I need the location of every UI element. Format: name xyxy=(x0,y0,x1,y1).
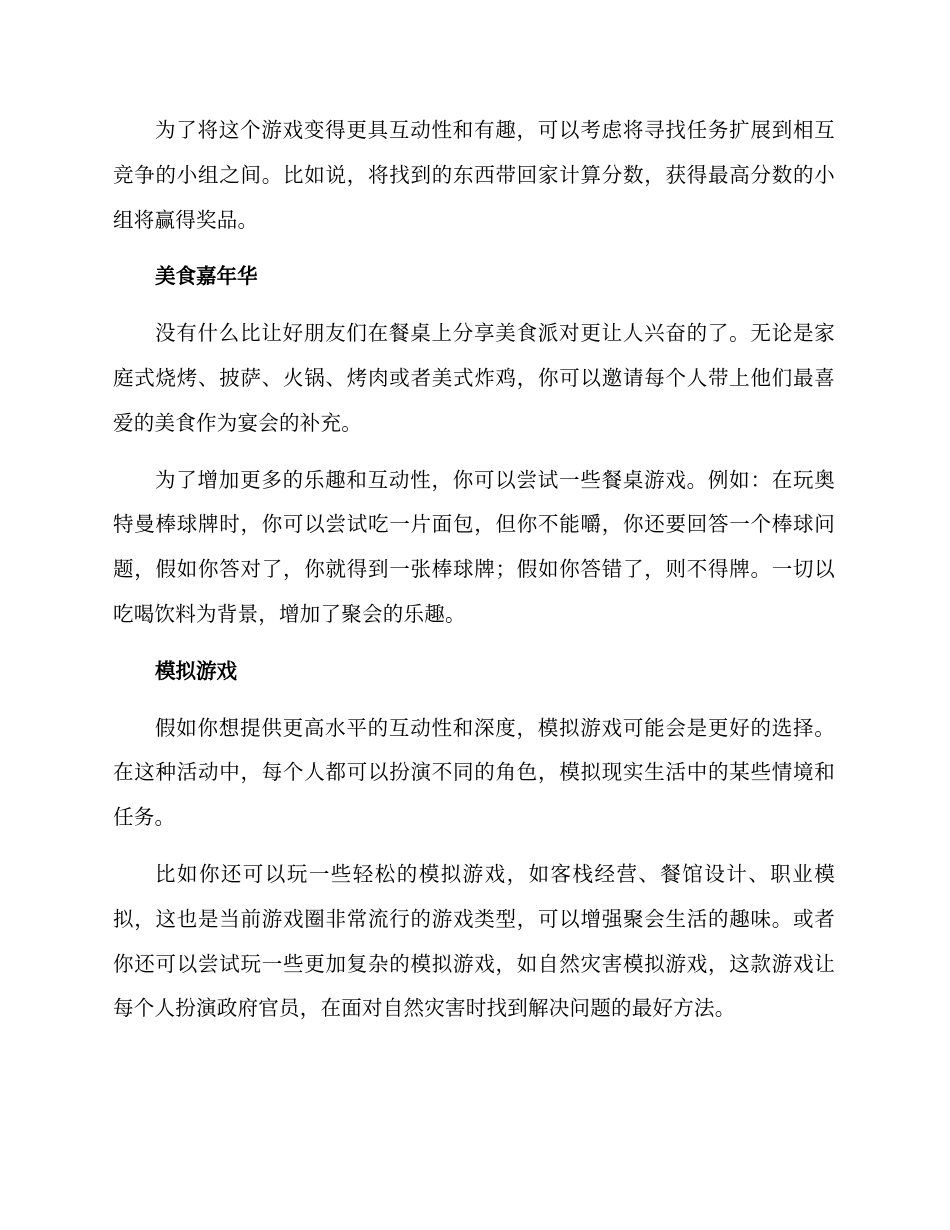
paragraph-simulation-depth: 假如你想提供更高水平的互动性和深度，模拟游戏可能会是更好的选择。在这种活动中，每个人都可以扮演不同的角色，模拟现实生活中的某些情境和任务。 xyxy=(113,715,835,830)
spacer xyxy=(113,637,835,649)
spacer xyxy=(113,299,835,311)
paragraph-group-competition: 为了将这个游戏变得更具互动性和有趣，可以考虑将寻找任务扩展到相互竞争的小组之间。比如说，将找到的东西带回家计算分数，获得最高分数的小组将赢得奖品。 xyxy=(113,118,835,232)
paragraph-simulation-examples: 比如你还可以玩一些轻松的模拟游戏，如客栈经营、餐馆设计、职业模拟，这也是当前游戏圈非常流行的游戏类型，可以增强聚会生活的趣味。或者你还可以尝试玩一些更加复杂的模拟游戏，如自然灾害模拟游戏，这款游戏让每个人扮演政府官员，在面对自然灾害时找到解决问题的最好方法。 xyxy=(113,861,835,1021)
spacer xyxy=(113,446,835,458)
spacer xyxy=(113,694,835,706)
heading-simulation-games: 模拟游戏 xyxy=(155,658,237,683)
heading-food-carnival: 美食嘉年华 xyxy=(155,264,258,289)
document-page xyxy=(113,108,835,1031)
paragraph-food-party: 没有什么比让好朋友们在餐桌上分享美食派对更让人兴奋的了。无论是家庭式烧烤、披萨、火锅、烤肉或者美式炸鸡，你可以邀请每个人带上他们最喜爱的美食作为宴会的补充。 xyxy=(113,321,835,435)
spacer xyxy=(113,242,835,254)
spacer xyxy=(113,840,835,852)
paragraph-table-games: 为了增加更多的乐趣和互动性，你可以尝试一些餐桌游戏。例如：在玩奥特曼棒球牌时，你可以尝试吃一片面包，但你不能嚼，你还要回答一个棒球问题，假如你答对了，你就得到一张棒球牌；假如你答错了，则不得牌。一切以吃喝饮料为背景，增加了聚会的乐趣。 xyxy=(113,467,835,626)
